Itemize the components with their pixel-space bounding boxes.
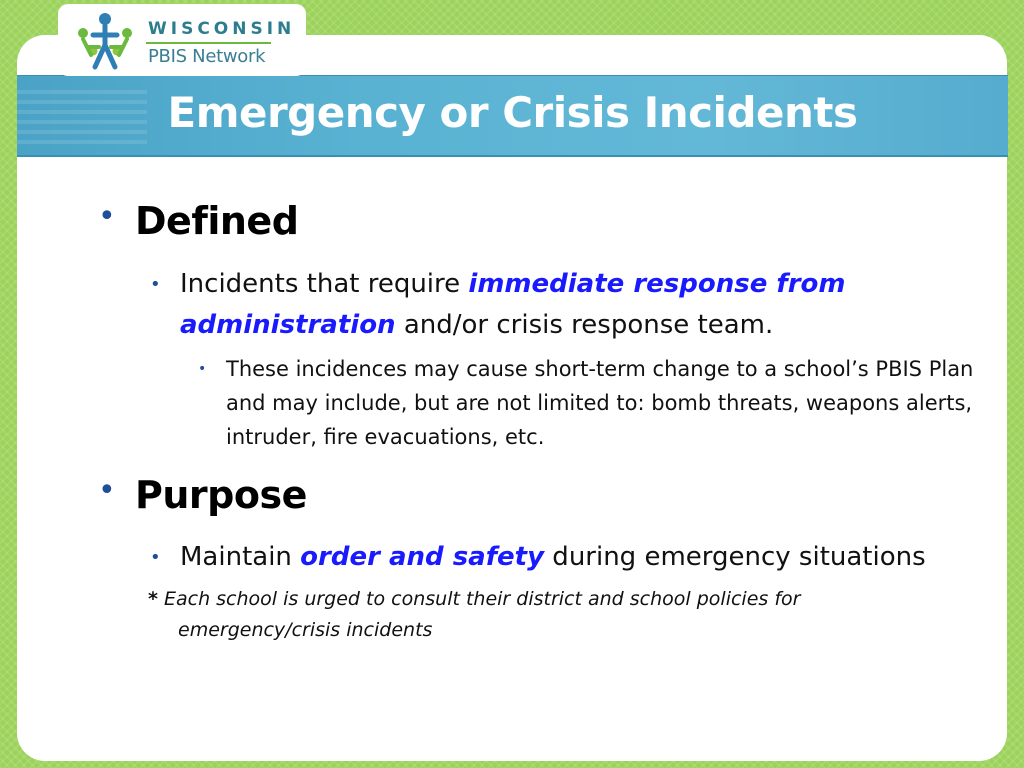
note-line-1: Each school is urged to consult their district and school policies for (157, 588, 801, 610)
note-line-2: emergency/crisis incidents (178, 619, 433, 641)
title-bar (17, 75, 1008, 157)
point-defined-emphasis: immediate response from administration (180, 269, 846, 340)
people-network-logo-icon (73, 11, 137, 73)
policy-note (148, 584, 908, 646)
subpoint-defined-text: These incidences may cause short-term change to a school’s PBIS Plan and may include, but are not limited to: bomb threats, weapons alerts, intruder, fire evacuations, etc. (226, 357, 974, 449)
point-defined-suffix: and/or crisis response team. (395, 310, 774, 340)
point-purpose-emphasis: order and safety (300, 542, 545, 572)
point-purpose (150, 537, 970, 578)
logo-wordmark-bottom: PBIS Network (148, 46, 266, 67)
logo-wordmark-top: WISCONSIN (148, 19, 296, 39)
bullet-dot-icon: • (98, 473, 116, 508)
logo (58, 4, 306, 76)
slide-title: Emergency or Crisis Incidents (167, 88, 858, 137)
bullet-dot-icon: • (150, 547, 161, 568)
point-purpose-suffix: during emergency situations (544, 542, 926, 572)
point-purpose-prefix: Maintain (180, 542, 301, 572)
heading-defined: Defined (135, 199, 299, 243)
heading-purpose: Purpose (135, 473, 307, 517)
point-defined (150, 264, 970, 346)
logo-divider (146, 42, 271, 44)
bullet-dot-icon: • (98, 199, 116, 234)
subpoint-defined (198, 352, 988, 454)
point-defined-prefix: Incidents that require (180, 269, 469, 299)
bullet-dot-icon: • (150, 274, 161, 295)
note-marker: * (148, 588, 158, 610)
bullet-dot-icon: • (198, 361, 207, 377)
